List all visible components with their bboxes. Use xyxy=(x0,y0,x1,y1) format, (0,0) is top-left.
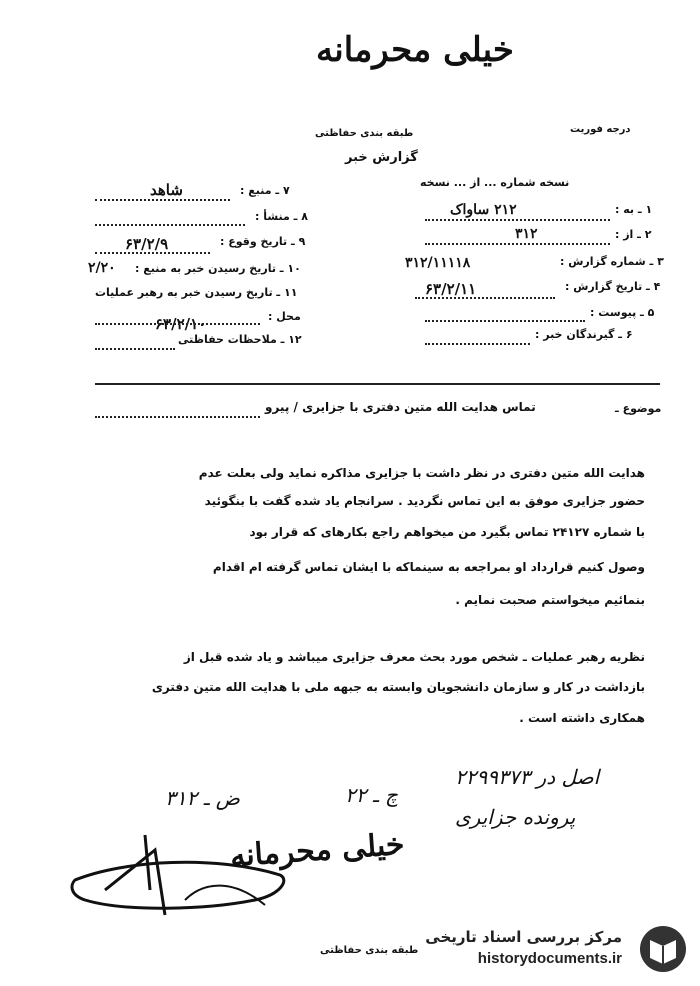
handwritten-code-1: چ ـ ۲۲ xyxy=(345,783,398,807)
field-report-number-label: ۳ ـ شماره گزارش : xyxy=(560,255,664,268)
field-news-to-source-label: ۱۰ ـ تاریخ رسیدن خبر به منبع : xyxy=(135,262,301,275)
field-copy-number-label: نسخه شماره ... از ... نسخه xyxy=(420,176,570,189)
handwritten-code-2: ض ـ ۳۱۲ xyxy=(165,786,240,810)
body-line-2: حضور جزایری موفق به این تماس نگردید . سرانجام یاد شده گفت با بنگوئید xyxy=(204,494,645,508)
watermark-logo xyxy=(420,922,692,974)
field-from-value: ۳۱۲ xyxy=(515,226,538,242)
subject-text: تماس هدایت الله متین دفتری با جزایری / پیرو xyxy=(265,400,536,414)
field-report-date-label: ۴ ـ تاریخ گزارش : xyxy=(565,280,661,293)
field-source-label: ۷ ـ منبع : xyxy=(240,184,290,197)
body-line-1: هدایت الله متین دفتری در نظر داشت با جزایری مذاکره نماید ولی بعلت عدم xyxy=(198,466,645,480)
field-location-label: محل : xyxy=(268,310,301,323)
leader-note-line-1: نظریه رهبر عملیات ـ شخص مورد بحث معرف جزایری میباشد و یاد شده قبل از xyxy=(183,650,645,664)
signature-scribble xyxy=(65,820,295,930)
field-origin-label: ۸ ـ منشأ : xyxy=(255,210,308,223)
field-news-to-leader-label: ۱۱ ـ تاریخ رسیدن خبر به رهبر عملیات xyxy=(95,286,298,299)
field-security-notes-label: ۱۲ ـ ملاحظات حفاظتی xyxy=(178,333,302,346)
field-occurrence-date-value: ۶۳/۲/۹ xyxy=(125,235,169,253)
body-line-5: بنمائیم میخواستم صحبت نمایم . xyxy=(455,593,645,607)
book-icon xyxy=(638,924,688,974)
report-title: گزارش خبر xyxy=(345,150,418,165)
watermark-name: مرکز بررسی اسناد تاریخی xyxy=(425,928,622,946)
field-report-date-value: ۶۳/۲/۱۱ xyxy=(425,280,477,298)
classification-label: طبقه بندی حفاظتی xyxy=(315,128,414,139)
top-classification-stamp: خیلی محرمانه xyxy=(316,30,514,70)
body-line-3: با شماره ۲۴۱۲۷ تماس بگیرد من میخواهم راجع بکارهای که قرار بود xyxy=(249,525,645,539)
body-line-4: وصول کنیم قرارداد او بمراجعه به سینماکه با ایشان تماس گرفته ام اقدام xyxy=(212,560,645,574)
footer-classification-label: طبقه بندی حفاظتی xyxy=(320,945,419,956)
field-to-value: ۲۱۲ ساواک xyxy=(450,202,517,218)
leader-note-line-3: همکاری داشته است . xyxy=(519,711,645,725)
field-location-value: ۶۳/۲/۱۰ xyxy=(155,315,207,333)
field-source-value: شاهد xyxy=(150,181,183,199)
subject-label: موضوع ـ xyxy=(615,402,662,415)
field-from-label: ۲ ـ از : xyxy=(615,228,652,241)
field-occurrence-date-label: ۹ ـ تاریخ وقوع : xyxy=(220,235,306,248)
bottom-classification-stamp: خیلی محرمانه xyxy=(228,826,406,875)
watermark-url: historydocuments.ir xyxy=(477,950,622,967)
field-news-to-source-value: ۲/۲۰ xyxy=(88,260,116,276)
priority-label: درجه فوریت xyxy=(570,124,631,135)
leader-note-line-2: بازداشت در کار و سازمان دانشجویان وابسته به جبهه ملی با هدایت الله متین دفتری xyxy=(151,680,645,694)
field-to-label: ۱ ـ به : xyxy=(615,203,653,216)
field-recipients-label: ۶ ـ گیرندگان خبر : xyxy=(535,328,633,341)
field-attachment-label: ۵ ـ پیوست : xyxy=(590,306,655,319)
header-separator xyxy=(95,383,660,385)
handwritten-file-note: پرونده جزایری xyxy=(455,805,576,829)
handwritten-archive-note: اصل در ۲۲۹۹۳۷۳ xyxy=(455,765,600,789)
field-report-number-value: ۳۱۲/۱۱۱۱۸ xyxy=(405,255,471,271)
